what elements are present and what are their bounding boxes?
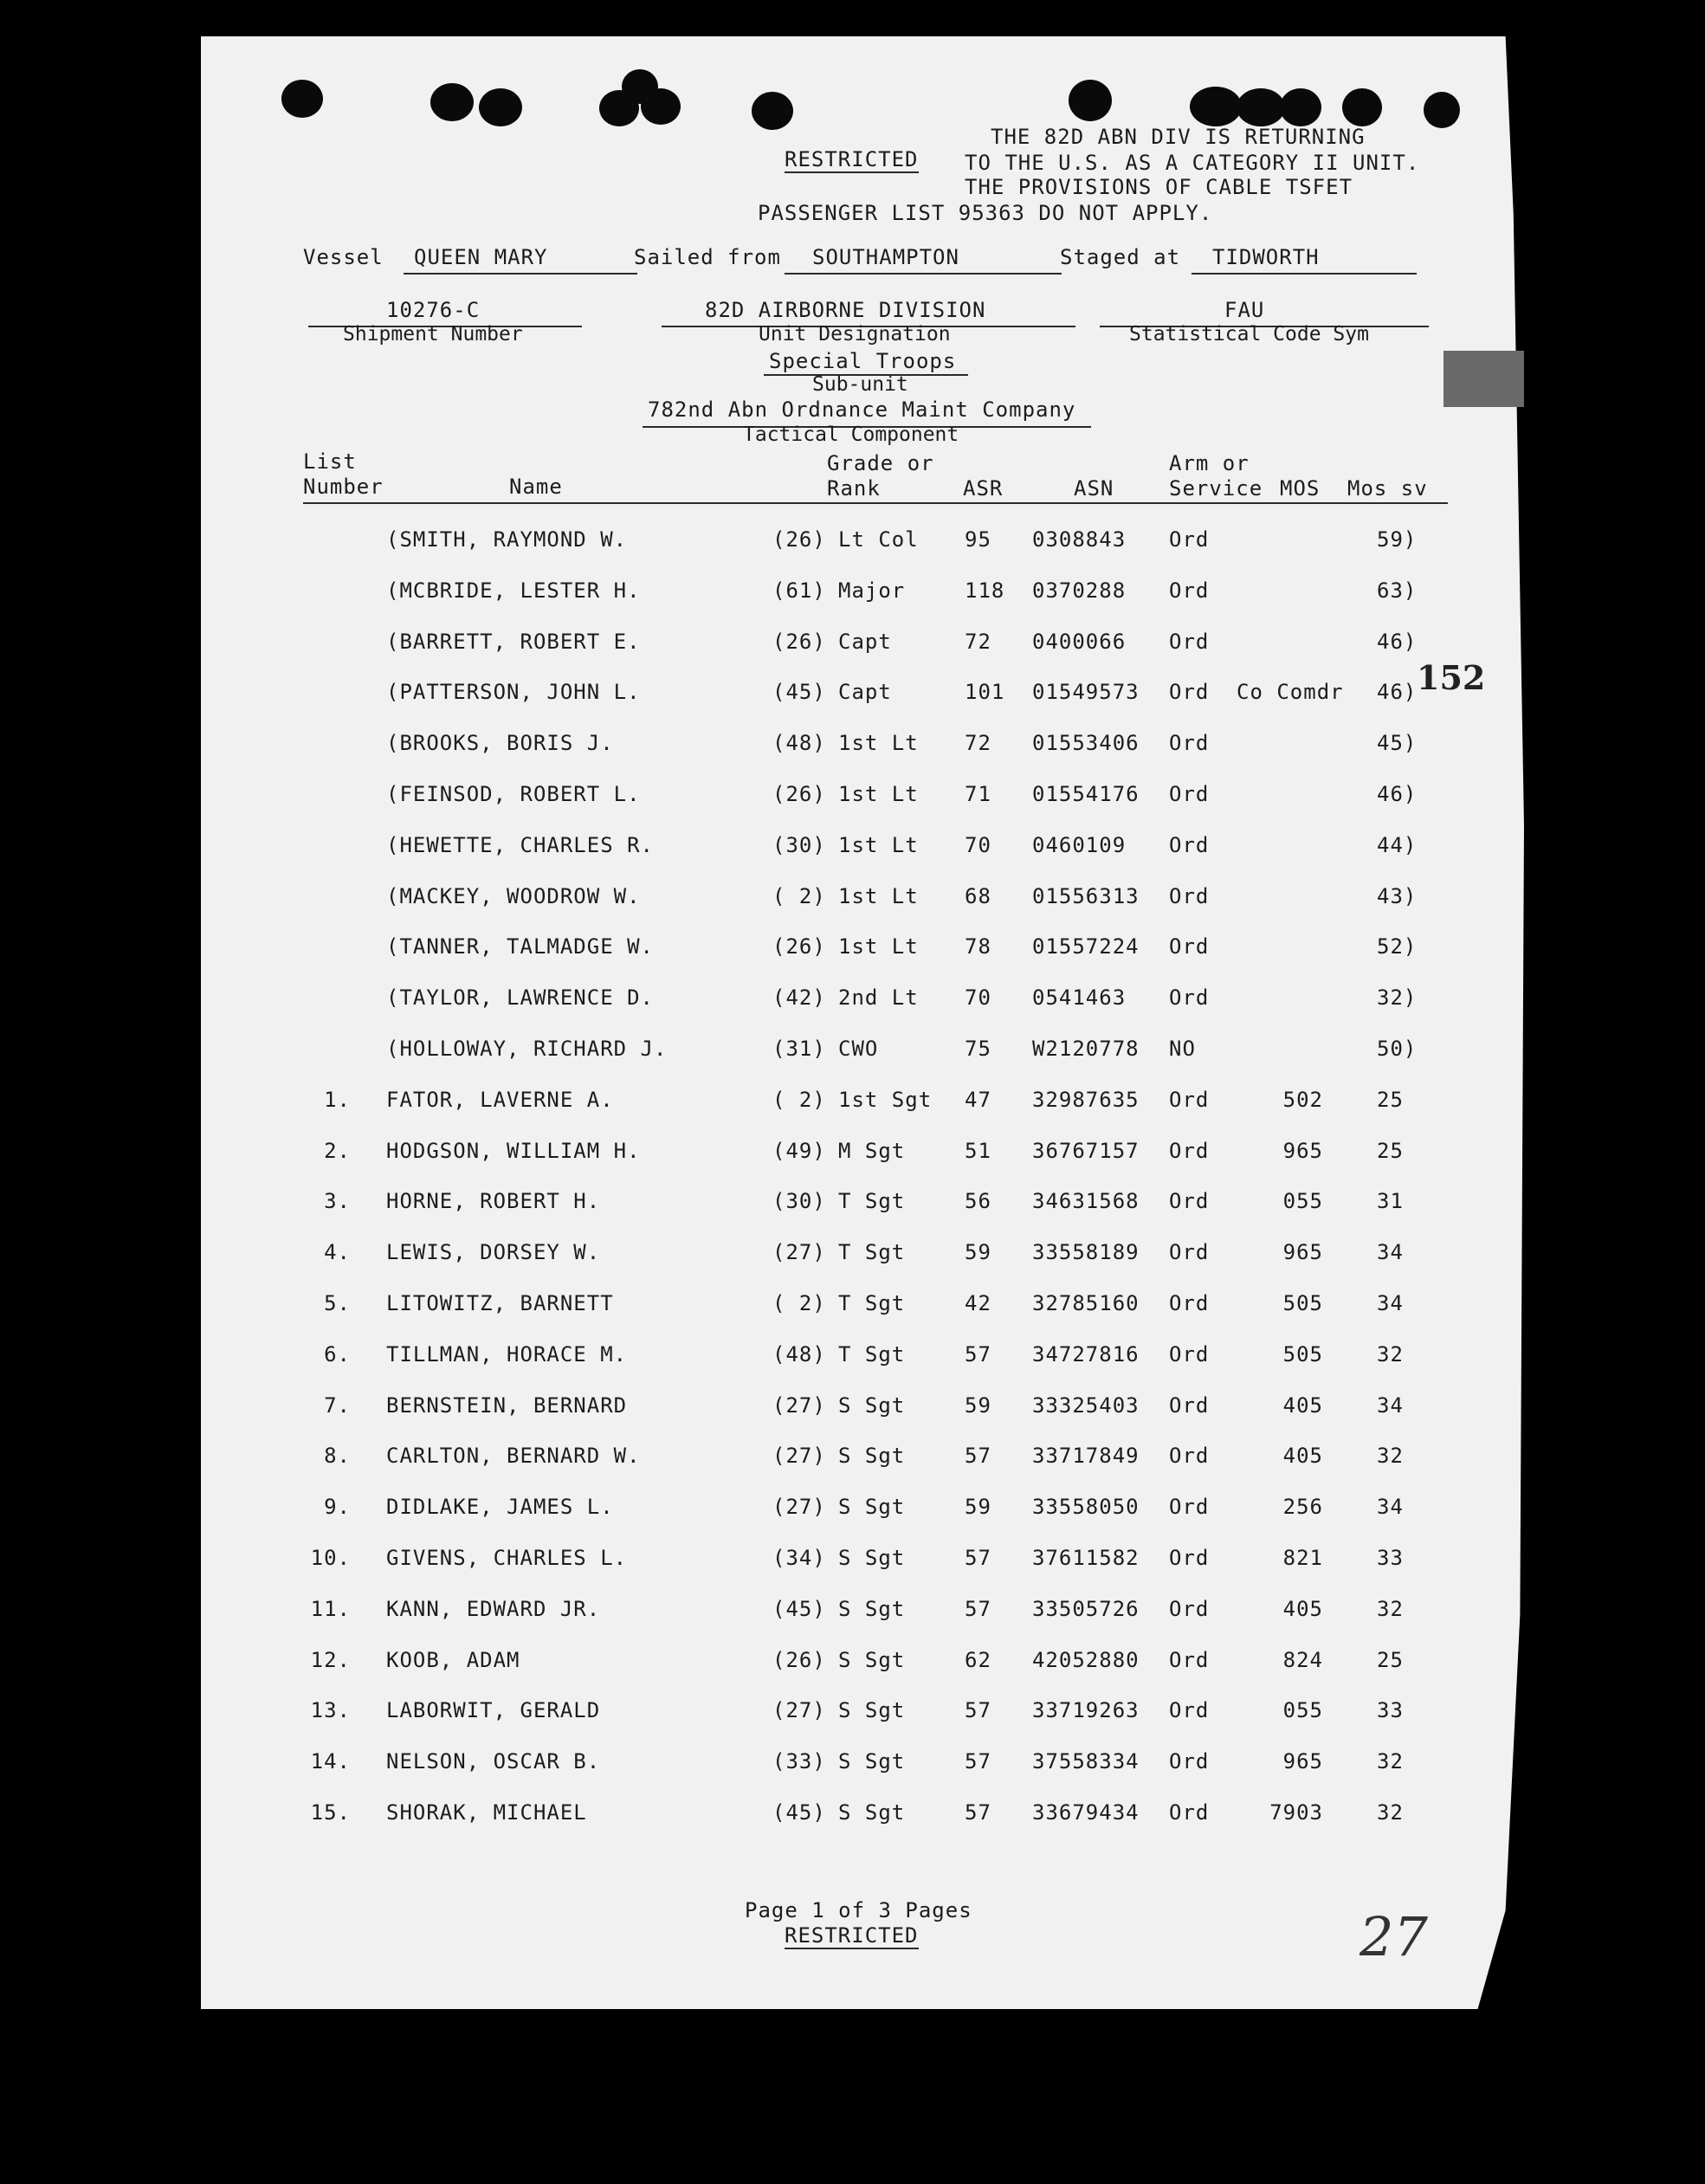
unit-code: (27) xyxy=(772,1495,826,1519)
unit-code: (61) xyxy=(772,578,826,603)
passenger-name: LABORWIT, GERALD xyxy=(386,1698,601,1722)
asr-score: 72 xyxy=(965,630,991,654)
table-row xyxy=(0,731,1705,766)
table-row xyxy=(0,1698,1705,1733)
passenger-name: (HEWETTE, CHARLES R. xyxy=(386,833,654,857)
header-number: Number xyxy=(303,475,384,499)
vessel-underline xyxy=(404,273,637,275)
months-service: 46) xyxy=(1377,630,1418,654)
arm-service: Ord xyxy=(1169,1648,1210,1672)
unit-code: (30) xyxy=(772,1189,826,1213)
unit-code: (42) xyxy=(772,985,826,1010)
unit-label: Unit Designation xyxy=(759,323,951,346)
asn-number: 32987635 xyxy=(1032,1088,1140,1112)
punch-hole xyxy=(1237,88,1285,126)
table-row xyxy=(0,1189,1705,1224)
asn-number: 34727816 xyxy=(1032,1342,1140,1367)
mos-code: 965 xyxy=(1282,1139,1323,1163)
passenger-name: DIDLAKE, JAMES L. xyxy=(386,1495,614,1519)
arm-service: Ord xyxy=(1169,578,1210,603)
list-number: 11. xyxy=(310,1597,351,1621)
months-service: 43) xyxy=(1377,884,1418,908)
table-row xyxy=(0,1444,1705,1478)
grade-rank: S Sgt xyxy=(838,1597,906,1621)
header-grade: Grade or xyxy=(827,451,934,475)
grade-rank: 1st Lt xyxy=(838,884,919,908)
grade-rank: S Sgt xyxy=(838,1444,906,1468)
mos-code: 405 xyxy=(1282,1597,1323,1621)
table-row xyxy=(0,1291,1705,1326)
months-service: 25 xyxy=(1377,1088,1404,1112)
header-mos: MOS xyxy=(1280,476,1321,501)
unit-code: (26) xyxy=(772,630,826,654)
passenger-name: HODGSON, WILLIAM H. xyxy=(386,1139,641,1163)
passenger-name: KANN, EDWARD JR. xyxy=(386,1597,601,1621)
arm-service: Ord xyxy=(1169,1495,1210,1519)
arm-service: Ord xyxy=(1169,1546,1210,1570)
shipment-number-label: Shipment Number xyxy=(343,323,523,346)
mos-code: 505 xyxy=(1282,1291,1323,1315)
header-asn: ASN xyxy=(1074,476,1114,501)
grade-rank: Capt xyxy=(838,680,892,704)
arm-service: Ord xyxy=(1169,1139,1210,1163)
code-label: Statistical Code Sym xyxy=(1129,323,1369,346)
grade-rank: T Sgt xyxy=(838,1342,906,1367)
mos-code: 405 xyxy=(1282,1393,1323,1418)
arm-service: Ord xyxy=(1169,1088,1210,1112)
grade-rank: 1st Lt xyxy=(838,833,919,857)
passenger-name: (BROOKS, BORIS J. xyxy=(386,731,614,755)
unit-code: (34) xyxy=(772,1546,826,1570)
grade-rank: S Sgt xyxy=(838,1546,906,1570)
grade-rank: S Sgt xyxy=(838,1800,906,1825)
staged-label: Staged at xyxy=(1060,245,1181,269)
list-number: 6. xyxy=(324,1342,351,1367)
months-service: 33 xyxy=(1377,1698,1404,1722)
table-row xyxy=(0,985,1705,1020)
unit-code: (27) xyxy=(772,1698,826,1722)
mos-code: 405 xyxy=(1282,1444,1323,1468)
asn-number: 36767157 xyxy=(1032,1139,1140,1163)
grade-rank: S Sgt xyxy=(838,1393,906,1418)
asr-score: 68 xyxy=(965,884,991,908)
punch-hole xyxy=(281,80,323,118)
asr-score: 57 xyxy=(965,1698,991,1722)
passenger-name: LEWIS, DORSEY W. xyxy=(386,1240,601,1264)
arm-service: Ord xyxy=(1169,680,1210,704)
asn-number: 37611582 xyxy=(1032,1546,1140,1570)
table-row xyxy=(0,833,1705,868)
passenger-name: HORNE, ROBERT H. xyxy=(386,1189,601,1213)
passenger-name: GIVENS, CHARLES L. xyxy=(386,1546,628,1570)
code-value: FAU xyxy=(1224,298,1265,322)
mos-code: 505 xyxy=(1282,1342,1323,1367)
unit-code: (45) xyxy=(772,680,826,704)
asr-score: 42 xyxy=(965,1291,991,1315)
table-row xyxy=(0,782,1705,817)
asr-score: 70 xyxy=(965,985,991,1010)
punch-hole xyxy=(430,83,474,121)
arm-service: Ord xyxy=(1169,1444,1210,1468)
months-service: 46) xyxy=(1377,782,1418,806)
asn-number: 01553406 xyxy=(1032,731,1140,755)
passenger-name: (MACKEY, WOODROW W. xyxy=(386,884,641,908)
asn-number: 37558334 xyxy=(1032,1749,1140,1774)
header-service: Service xyxy=(1169,476,1263,501)
punch-hole xyxy=(479,88,522,126)
asn-number: 32785160 xyxy=(1032,1291,1140,1315)
unit-code: (49) xyxy=(772,1139,826,1163)
asr-score: 95 xyxy=(965,527,991,552)
asn-number: 0308843 xyxy=(1032,527,1127,552)
mos-code: Co Comdr xyxy=(1237,680,1344,704)
grade-rank: T Sgt xyxy=(838,1240,906,1264)
asr-score: 57 xyxy=(965,1800,991,1825)
unit-code: ( 2) xyxy=(772,884,826,908)
asr-score: 101 xyxy=(965,680,1005,704)
list-number: 8. xyxy=(324,1444,351,1468)
passenger-name: (MCBRIDE, LESTER H. xyxy=(386,578,641,603)
mos-code: 824 xyxy=(1282,1648,1323,1672)
unit-code: (26) xyxy=(772,934,826,959)
passenger-name: SHORAK, MICHAEL xyxy=(386,1800,587,1825)
unit-code: (27) xyxy=(772,1444,826,1468)
notice-line-2: TO THE U.S. AS A CATEGORY II UNIT. xyxy=(965,151,1420,175)
asr-score: 56 xyxy=(965,1189,991,1213)
asr-score: 70 xyxy=(965,833,991,857)
grade-rank: 1st Lt xyxy=(838,782,919,806)
staged-value: TIDWORTH xyxy=(1212,245,1320,269)
months-service: 25 xyxy=(1377,1139,1404,1163)
months-service: 34 xyxy=(1377,1393,1404,1418)
list-number: 13. xyxy=(310,1698,351,1722)
asn-number: 01554176 xyxy=(1032,782,1140,806)
list-number: 1. xyxy=(324,1088,351,1112)
months-service: 34 xyxy=(1377,1240,1404,1264)
passenger-name: KOOB, ADAM xyxy=(386,1648,520,1672)
grade-rank: 1st Sgt xyxy=(838,1088,933,1112)
mos-code: 965 xyxy=(1282,1240,1323,1264)
tactical-value: 782nd Abn Ordnance Maint Company xyxy=(648,397,1076,422)
vessel-value: QUEEN MARY xyxy=(414,245,548,269)
months-service: 34 xyxy=(1377,1291,1404,1315)
unit-code: (45) xyxy=(772,1800,826,1825)
asr-score: 62 xyxy=(965,1648,991,1672)
shipment-number-value: 10276-C xyxy=(386,298,481,322)
passenger-name: (FEINSOD, ROBERT L. xyxy=(386,782,641,806)
grade-rank: 1st Lt xyxy=(838,934,919,959)
arm-service: Ord xyxy=(1169,630,1210,654)
table-row xyxy=(0,527,1705,562)
months-service: 32 xyxy=(1377,1342,1404,1367)
table-row xyxy=(0,934,1705,969)
table-row xyxy=(0,1139,1705,1173)
punch-hole xyxy=(1190,87,1242,126)
mos-code: 965 xyxy=(1282,1749,1323,1774)
mos-code: 055 xyxy=(1282,1189,1323,1213)
table-row xyxy=(0,1597,1705,1632)
asr-score: 75 xyxy=(965,1037,991,1061)
asr-score: 51 xyxy=(965,1139,991,1163)
arm-service: Ord xyxy=(1169,985,1210,1010)
list-number: 15. xyxy=(310,1800,351,1825)
grade-rank: 2nd Lt xyxy=(838,985,919,1010)
unit-code: (45) xyxy=(772,1597,826,1621)
asr-score: 57 xyxy=(965,1546,991,1570)
table-row xyxy=(0,1037,1705,1071)
mos-code: 821 xyxy=(1282,1546,1323,1570)
asn-number: 33679434 xyxy=(1032,1800,1140,1825)
months-service: 25 xyxy=(1377,1648,1404,1672)
months-service: 32 xyxy=(1377,1444,1404,1468)
passenger-name: BERNSTEIN, BERNARD xyxy=(386,1393,628,1418)
table-row xyxy=(0,1393,1705,1428)
header-arm: Arm or xyxy=(1169,451,1250,475)
grade-rank: Major xyxy=(838,578,906,603)
asn-number: 0370288 xyxy=(1032,578,1127,603)
asn-number: 33325403 xyxy=(1032,1393,1140,1418)
months-service: 46) xyxy=(1377,680,1418,704)
mos-code: 7903 xyxy=(1269,1800,1323,1825)
list-number: 3. xyxy=(324,1189,351,1213)
mos-code: 055 xyxy=(1282,1698,1323,1722)
asn-number: 0400066 xyxy=(1032,630,1127,654)
unit-code: (26) xyxy=(772,527,826,552)
arm-service: Ord xyxy=(1169,1342,1210,1367)
asn-number: 01557224 xyxy=(1032,934,1140,959)
unit-code: (48) xyxy=(772,1342,826,1367)
passenger-name: TILLMAN, HORACE M. xyxy=(386,1342,628,1367)
grade-rank: Capt xyxy=(838,630,892,654)
list-number: 9. xyxy=(324,1495,351,1519)
unit-value: 82D AIRBORNE DIVISION xyxy=(705,298,986,322)
staged-underline xyxy=(1192,273,1417,275)
grade-rank: M Sgt xyxy=(838,1139,906,1163)
months-service: 63) xyxy=(1377,578,1418,603)
asr-score: 71 xyxy=(965,782,991,806)
page-stamp-number: 152 xyxy=(1417,658,1486,697)
table-row xyxy=(0,578,1705,613)
table-row xyxy=(0,1240,1705,1275)
list-number: 10. xyxy=(310,1546,351,1570)
arm-service: Ord xyxy=(1169,1393,1210,1418)
asr-score: 118 xyxy=(965,578,1005,603)
restricted-top: RESTRICTED xyxy=(785,147,919,171)
punch-hole xyxy=(1342,88,1382,126)
arm-service: Ord xyxy=(1169,1597,1210,1621)
asn-number: 33558050 xyxy=(1032,1495,1140,1519)
table-row xyxy=(0,1648,1705,1683)
unit-code: ( 2) xyxy=(772,1291,826,1315)
punch-hole xyxy=(1424,92,1460,128)
list-number: 4. xyxy=(324,1240,351,1264)
table-row xyxy=(0,1342,1705,1377)
arm-service: Ord xyxy=(1169,833,1210,857)
asn-number: 33719263 xyxy=(1032,1698,1140,1722)
table-row xyxy=(0,884,1705,919)
grade-rank: S Sgt xyxy=(838,1698,906,1722)
asr-score: 57 xyxy=(965,1597,991,1621)
list-number: 12. xyxy=(310,1648,351,1672)
header-rule xyxy=(303,502,1448,504)
mos-code: 502 xyxy=(1282,1088,1323,1112)
unit-code: (31) xyxy=(772,1037,826,1061)
arm-service: Ord xyxy=(1169,731,1210,755)
grade-rank: CWO xyxy=(838,1037,879,1061)
sailed-value: SOUTHAMPTON xyxy=(812,245,959,269)
months-service: 44) xyxy=(1377,833,1418,857)
asr-score: 57 xyxy=(965,1749,991,1774)
months-service: 52) xyxy=(1377,934,1418,959)
asn-number: 33558189 xyxy=(1032,1240,1140,1264)
arm-service: NO xyxy=(1169,1037,1196,1061)
list-number: 7. xyxy=(324,1393,351,1418)
sailed-underline xyxy=(785,273,1062,275)
months-service: 32 xyxy=(1377,1800,1404,1825)
months-service: 50) xyxy=(1377,1037,1418,1061)
arm-service: Ord xyxy=(1169,1189,1210,1213)
months-service: 59) xyxy=(1377,527,1418,552)
asr-score: 59 xyxy=(965,1393,991,1418)
list-number: 14. xyxy=(310,1749,351,1774)
notice-line-4: PASSENGER LIST 95363 DO NOT APPLY. xyxy=(758,201,1213,225)
asr-score: 59 xyxy=(965,1495,991,1519)
unit-code: (26) xyxy=(772,782,826,806)
table-row xyxy=(0,1546,1705,1580)
grade-rank: S Sgt xyxy=(838,1648,906,1672)
arm-service: Ord xyxy=(1169,527,1210,552)
asn-number: 33505726 xyxy=(1032,1597,1140,1621)
table-row xyxy=(0,1495,1705,1529)
subunit-label: Sub-unit xyxy=(812,373,908,396)
months-service: 32 xyxy=(1377,1749,1404,1774)
asn-number: W2120778 xyxy=(1032,1037,1140,1061)
grade-rank: 1st Lt xyxy=(838,731,919,755)
months-service: 32) xyxy=(1377,985,1418,1010)
months-service: 34 xyxy=(1377,1495,1404,1519)
punch-hole xyxy=(1280,88,1321,126)
months-service: 45) xyxy=(1377,731,1418,755)
header-asr: ASR xyxy=(963,476,1004,501)
table-row xyxy=(0,1749,1705,1784)
subunit-value: Special Troops xyxy=(769,349,957,373)
notice-line-3: THE PROVISIONS OF CABLE TSFET xyxy=(965,175,1353,199)
list-number: 2. xyxy=(324,1139,351,1163)
passenger-name: NELSON, OSCAR B. xyxy=(386,1749,601,1774)
passenger-name: (BARRETT, ROBERT E. xyxy=(386,630,641,654)
asr-score: 57 xyxy=(965,1342,991,1367)
months-service: 33 xyxy=(1377,1546,1404,1570)
asn-number: 01556313 xyxy=(1032,884,1140,908)
grade-rank: T Sgt xyxy=(838,1189,906,1213)
table-row xyxy=(0,1800,1705,1835)
arm-service: Ord xyxy=(1169,934,1210,959)
passenger-name: LITOWITZ, BARNETT xyxy=(386,1291,614,1315)
grade-rank: S Sgt xyxy=(838,1749,906,1774)
notice-line-1: THE 82D ABN DIV IS RETURNING xyxy=(991,125,1366,149)
passenger-name: FATOR, LAVERNE A. xyxy=(386,1088,614,1112)
asn-number: 33717849 xyxy=(1032,1444,1140,1468)
unit-code: (33) xyxy=(772,1749,826,1774)
arm-service: Ord xyxy=(1169,884,1210,908)
asr-score: 59 xyxy=(965,1240,991,1264)
grade-rank: Lt Col xyxy=(838,527,919,552)
passenger-name: (PATTERSON, JOHN L. xyxy=(386,680,641,704)
vessel-label: Vessel xyxy=(303,245,384,269)
header-mos-sv: Mos sv xyxy=(1347,476,1428,501)
sailed-label: Sailed from xyxy=(634,245,781,269)
passenger-name: (TAYLOR, LAWRENCE D. xyxy=(386,985,654,1010)
grade-rank: S Sgt xyxy=(838,1495,906,1519)
months-service: 31 xyxy=(1377,1189,1404,1213)
header-name: Name xyxy=(509,475,563,499)
asn-number: 01549573 xyxy=(1032,680,1140,704)
unit-code: (26) xyxy=(772,1648,826,1672)
asr-score: 72 xyxy=(965,731,991,755)
unit-code: (27) xyxy=(772,1393,826,1418)
list-number: 5. xyxy=(324,1291,351,1315)
asn-number: 0541463 xyxy=(1032,985,1127,1010)
passenger-name: (SMITH, RAYMOND W. xyxy=(386,527,628,552)
unit-code: ( 2) xyxy=(772,1088,826,1112)
grade-rank: T Sgt xyxy=(838,1291,906,1315)
table-row xyxy=(0,1088,1705,1122)
passenger-name: CARLTON, BERNARD W. xyxy=(386,1444,641,1468)
asr-score: 78 xyxy=(965,934,991,959)
restricted-bottom: RESTRICTED xyxy=(785,1923,919,1948)
punch-hole xyxy=(641,88,681,125)
asr-score: 57 xyxy=(965,1444,991,1468)
header-list: List xyxy=(303,449,357,474)
asr-score: 47 xyxy=(965,1088,991,1112)
asn-number: 34631568 xyxy=(1032,1189,1140,1213)
months-service: 32 xyxy=(1377,1597,1404,1621)
handwritten-number: 27 xyxy=(1359,1905,1428,1968)
tactical-label: Tactical Component xyxy=(743,423,959,446)
punch-hole xyxy=(1069,80,1112,121)
paper-tab xyxy=(1443,351,1524,407)
arm-service: Ord xyxy=(1169,1749,1210,1774)
mos-code: 256 xyxy=(1282,1495,1323,1519)
arm-service: Ord xyxy=(1169,1240,1210,1264)
arm-service: Ord xyxy=(1169,782,1210,806)
asn-number: 42052880 xyxy=(1032,1648,1140,1672)
unit-code: (27) xyxy=(772,1240,826,1264)
punch-hole xyxy=(752,92,793,130)
asn-number: 0460109 xyxy=(1032,833,1127,857)
arm-service: Ord xyxy=(1169,1698,1210,1722)
unit-code: (48) xyxy=(772,731,826,755)
page-count: Page 1 of 3 Pages xyxy=(745,1898,972,1922)
header-rank: Rank xyxy=(827,476,881,501)
unit-code: (30) xyxy=(772,833,826,857)
passenger-name: (TANNER, TALMADGE W. xyxy=(386,934,654,959)
arm-service: Ord xyxy=(1169,1800,1210,1825)
passenger-name: (HOLLOWAY, RICHARD J. xyxy=(386,1037,668,1061)
arm-service: Ord xyxy=(1169,1291,1210,1315)
